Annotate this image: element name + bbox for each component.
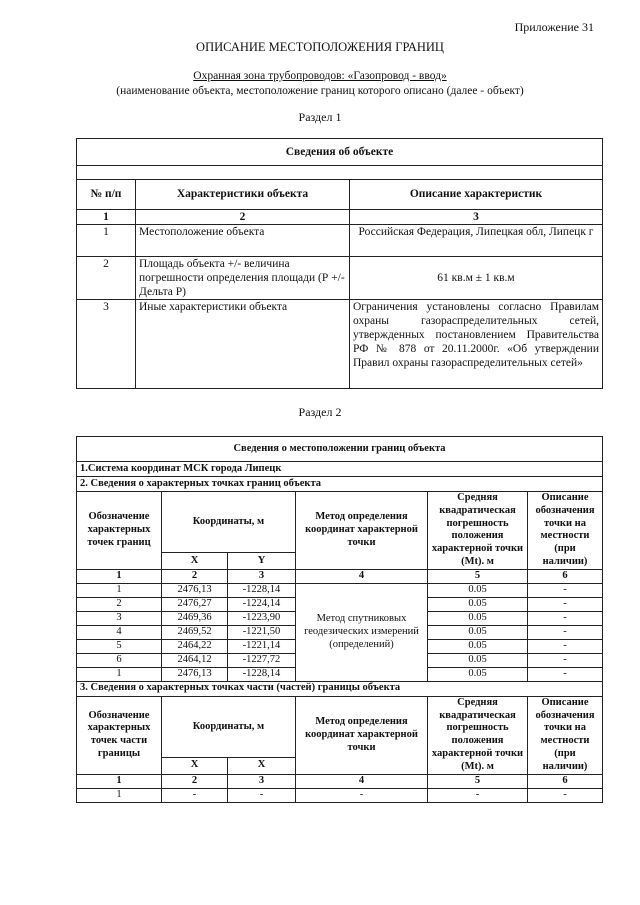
part-x-header: X: [162, 758, 228, 774]
index-cell: 4: [296, 774, 428, 788]
parts-section-title: 3. Сведения о характерных точках части (частей) границы объекта: [77, 681, 603, 696]
point-x: 2476,13: [162, 667, 228, 681]
document-title: ОПИСАНИЕ МЕСТОПОЛОЖЕНИЯ ГРАНИЦ: [196, 40, 444, 54]
point-number: 5: [77, 639, 162, 653]
part-designation-header: Обозначение характерных точек части границы: [77, 696, 162, 774]
part-point-description: -: [528, 788, 603, 802]
part-description-header: Описание обозначения точки на местности (при наличии): [528, 696, 603, 774]
part-point-accuracy: -: [428, 788, 528, 802]
section-2-label: Раздел 2: [298, 405, 342, 419]
index-cell: 6: [528, 774, 603, 788]
row-description: 61 кв.м ± 1 кв.м: [350, 257, 603, 300]
index-cell: 1: [77, 774, 162, 788]
points-section-title: 2. Сведения о характерных точках границ объекта: [77, 477, 603, 492]
point-description: -: [528, 611, 603, 625]
index-cell: 2: [162, 774, 228, 788]
method-header: Метод определения координат характерной точки: [296, 492, 428, 570]
part-x2-header: X: [228, 758, 296, 774]
index-cell: 1: [77, 569, 162, 583]
description-header: Описание обозначения точки на местности (при наличии): [528, 492, 603, 570]
blank-row: [77, 166, 603, 180]
point-x: 2464,12: [162, 653, 228, 667]
point-x: 2476,13: [162, 583, 228, 597]
point-accuracy: 0.05: [428, 667, 528, 681]
index-cell: 3: [228, 774, 296, 788]
point-accuracy: 0.05: [428, 653, 528, 667]
index-cell: 5: [428, 774, 528, 788]
boundary-table-title: Сведения о местоположении границ объекта: [77, 437, 603, 462]
index-cell: 3: [350, 210, 603, 225]
point-accuracy: 0.05: [428, 583, 528, 597]
coord-system-row: 1.Система координат МСК города Липецк: [77, 462, 603, 477]
point-description: -: [528, 653, 603, 667]
row-number: 2: [77, 257, 136, 300]
point-description: -: [528, 667, 603, 681]
table-row: [77, 300, 603, 389]
object-name-caption: (наименование объекта, местоположение границ которого описано (далее - объект): [116, 85, 524, 97]
index-cell: 1: [77, 210, 136, 225]
accuracy-header: Средняя квадратическая погрешность положения характерной точки (Mt). м: [428, 492, 528, 570]
object-info-table: [76, 138, 603, 389]
point-y: -1223,90: [228, 611, 296, 625]
index-cell: 3: [228, 569, 296, 583]
col-number-header: № п/п: [77, 180, 136, 210]
point-number: 1: [77, 667, 162, 681]
point-x: 2464,22: [162, 639, 228, 653]
point-accuracy: 0.05: [428, 611, 528, 625]
col-description-header: Описание характеристик: [350, 180, 603, 210]
point-description: -: [528, 639, 603, 653]
row-characteristic: Площадь объекта +/- величина погрешности определения площади (Р +/- Дельта Р): [136, 257, 350, 300]
point-y: -1227,72: [228, 653, 296, 667]
point-number: 2: [77, 597, 162, 611]
point-description: -: [528, 597, 603, 611]
object-info-title: Сведения об объекте: [77, 139, 603, 166]
point-y: -1228,14: [228, 583, 296, 597]
row-description: Ограничения установлены согласно Правилам охраны газораспределительных сетей, утвержденных постановлением Правительства РФ № 878 от 20.11.2000г. «Об утверждении Правил охраны газораспределительных сетей»: [350, 300, 603, 389]
index-cell: 2: [162, 569, 228, 583]
point-y: -1221,14: [228, 639, 296, 653]
row-number: 1: [77, 225, 136, 257]
table-row: [77, 257, 603, 300]
designation-header: Обозначение характерных точек границ: [77, 492, 162, 570]
point-accuracy: 0.05: [428, 597, 528, 611]
index-cell: 5: [428, 569, 528, 583]
point-accuracy: 0.05: [428, 639, 528, 653]
part-accuracy-header: Средняя квадратическая погрешность положения характерной точки (Mt). м: [428, 696, 528, 774]
point-accuracy: 0.05: [428, 625, 528, 639]
x-header: X: [162, 553, 228, 569]
point-number: 4: [77, 625, 162, 639]
part-point-method: -: [296, 788, 428, 802]
part-point-x: -: [162, 788, 228, 802]
row-characteristic: Иные характеристики объекта: [136, 300, 350, 389]
point-y: -1221,50: [228, 625, 296, 639]
col-characteristics-header: Характеристики объекта: [136, 180, 350, 210]
row-characteristic: Местоположение объекта: [136, 225, 350, 257]
part-point-number: 1: [77, 788, 162, 802]
point-y: -1224,14: [228, 597, 296, 611]
section-1-label: Раздел 1: [298, 110, 342, 124]
row-description: Российская Федерация, Липецкая обл, Липецк г: [350, 225, 603, 257]
part-point-y: -: [228, 788, 296, 802]
part-method-header: Метод определения координат характерной точки: [296, 696, 428, 774]
y-header: Y: [228, 553, 296, 569]
point-row: [77, 583, 603, 597]
point-number: 6: [77, 653, 162, 667]
point-x: 2476,27: [162, 597, 228, 611]
coordinates-header: Координаты, м: [162, 492, 296, 553]
method-cell: Метод спутниковых геодезических измерений (определений): [296, 583, 428, 681]
point-x: 2469,52: [162, 625, 228, 639]
part-coordinates-header: Координаты, м: [162, 696, 296, 757]
point-number: 3: [77, 611, 162, 625]
index-cell: 4: [296, 569, 428, 583]
appendix-label: Приложение 31: [514, 20, 594, 34]
part-point-row: [77, 788, 603, 802]
row-number: 3: [77, 300, 136, 389]
boundary-table: [76, 436, 603, 803]
table-row: [77, 225, 603, 257]
point-description: -: [528, 583, 603, 597]
index-cell: 6: [528, 569, 603, 583]
point-x: 2469,36: [162, 611, 228, 625]
point-number: 1: [77, 583, 162, 597]
object-name: Охранная зона трубопроводов: «Газопровод - ввод»: [193, 70, 447, 82]
index-cell: 2: [136, 210, 350, 225]
point-y: -1228,14: [228, 667, 296, 681]
point-description: -: [528, 625, 603, 639]
